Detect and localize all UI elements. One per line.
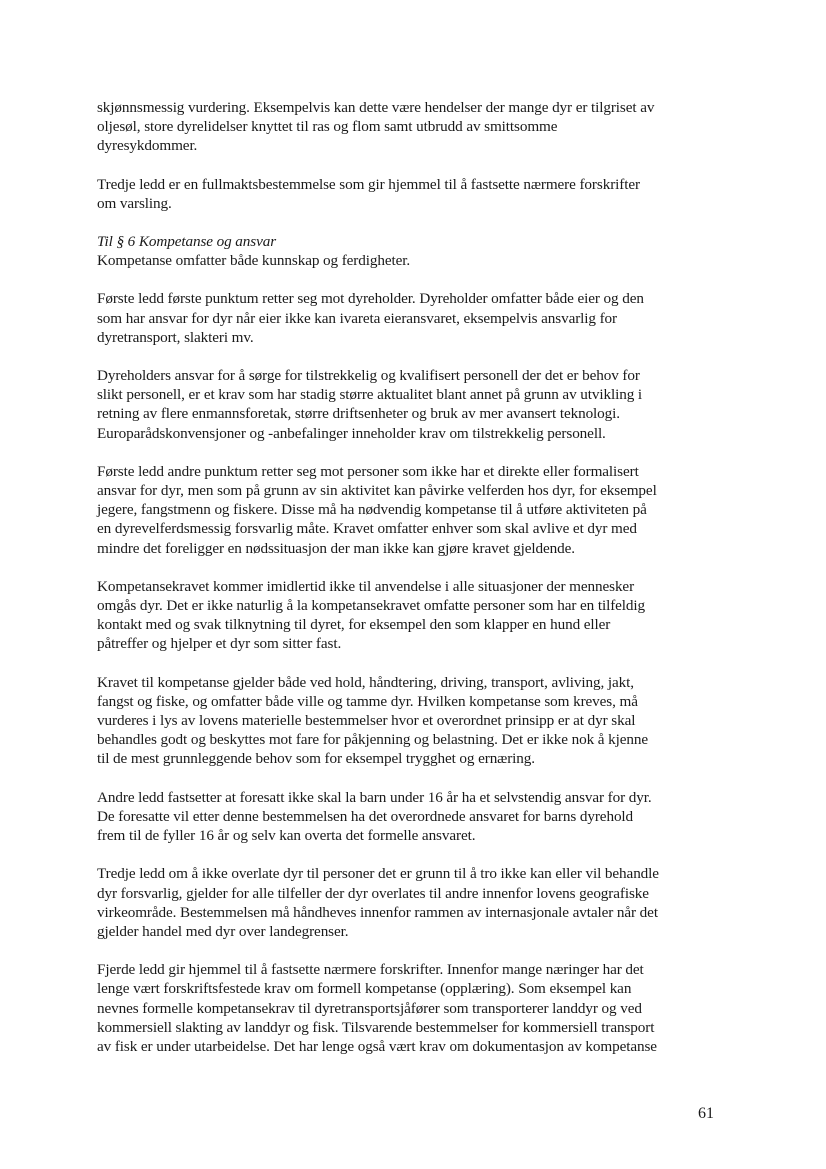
paragraph-kravet-til-kompetanse: Kravet til kompetanse gjelder både ved hold, håndtering, driving, transport, avliving, jakt, fangst og fiske, og omfatter både ville og tamme dyr. Hvilken kompetanse som kreves, må vurderes i lys av lovens materielle bestemmelser hvor et overordnet prinsipp er at dyr skal behandles godt og beskyttes mot fare for påkjenning og belastning. Det er ikke nok å kjenne til de mest grunnleggende behov som for eksempel trygghet og ernæring. <box>97 673 648 768</box>
paragraph-continuation: skjønnsmessig vurdering. Eksempelvis kan dette være hendelser der mange dyr er tilgriset av oljesøl, store dyrelidelser knyttet til ras og flom samt utbrudd av smittsomme dyresykdommer. <box>97 99 655 155</box>
paragraph-dyreholders-ansvar: Dyreholders ansvar for å sørge for tilstrekkelig og kvalifisert personell der det er behov for slikt personell, er et krav som har stadig større aktualitet blant annet på grunn av utvikling i retning av flere enmannsforetak, større driftsenheter og bruk av mer avansert teknologi. Europarådskonvensjoner og -anbefalinger inneholder krav om tilstrekkelig personell. <box>97 367 643 442</box>
section-intro: Kompetanse omfatter både kunnskap og ferdigheter. <box>97 252 411 270</box>
page-number: 61 <box>698 1105 714 1122</box>
paragraph-andre-ledd: Andre ledd fastsetter at foresatt ikke skal la barn under 16 år ha et selvstendig ansvar for dyr. De foresatte vil etter denne bestemmelsen ha det overordnede ansvaret for barns dyrehold frem til de fyller 16 år og selv kan overta det formelle ansvaret. <box>97 788 652 845</box>
section-heading: Til § 6 Kompetanse og ansvar <box>97 233 277 251</box>
paragraph-fjerde-ledd: Fjerde ledd gir hjemmel til å fastsette nærmere forskrifter. Innenfor mange næringer har det lenge vært forskriftsfestede krav om formell kompetanse (opplæring). Som eksempel kan nevnes formelle kompetansekrav til dyretransportsjåfører som transporterer landdyr og ved kommersiell slakting av landdyr og fisk. Tilsvarende bestemmelser for kommersiell transport av fisk er under utarbeidelse. Det har lenge også vært krav om dokumentasjon av kompetanse <box>97 961 657 1055</box>
paragraph-kompetansekravet: Kompetansekravet kommer imidlertid ikke til anvendelse i alle situasjoner der mennesker omgås dyr. Det er ikke naturlig å la kompetansekravet omfatte personer som har en tilfeldig kontakt med og svak tilknytning til dyret, for eksempel den som klapper en hund eller påtreffer og hjelper et dyr som sitter fast. <box>97 577 646 653</box>
document-page <box>97 98 727 1056</box>
paragraph-tredje-ledd-varsling: Tredje ledd er en fullmaktsbestemmelse som gir hjemmel til å fastsette nærmere forskrifter om varsling. <box>97 175 640 212</box>
paragraph-forste-ledd: Første ledd første punktum retter seg mot dyreholder. Dyreholder omfatter både eier og den som har ansvar for dyr når eier ikke kan ivareta eieransvaret, eksempelvis ansvarlig for dyretransport, slakteri mv. <box>97 290 644 346</box>
paragraph-forste-ledd-andre-punktum: Første ledd andre punktum retter seg mot personer som ikke har et direkte eller formalisert ansvar for dyr, men som på grunn av sin aktivitet kan påvirke velferden hos dyr, for eksempel jegere, fangstmenn og fiskere. Disse må ha nødvendig kompetanse til å utføre aktiviteten på en dyrevelferdsmessig forsvarlig måte. Kravet omfatter enhver som skal avlive et dyr med mindre det foreligger en nødssituasjon der man ikke kan gjøre kravet gjeldende. <box>97 462 657 557</box>
paragraph-tredje-ledd: Tredje ledd om å ikke overlate dyr til personer det er grunn til å tro ikke kan eller vil behandle dyr forsvarlig, gjelder for alle tilfeller der dyr overlates til andre innenfor lovens geografiske virkeområde. Bestemmelsen må håndheves innenfor rammen av internasjonale avtaler når det gjelder handel med dyr over landegrenser. <box>97 865 659 940</box>
